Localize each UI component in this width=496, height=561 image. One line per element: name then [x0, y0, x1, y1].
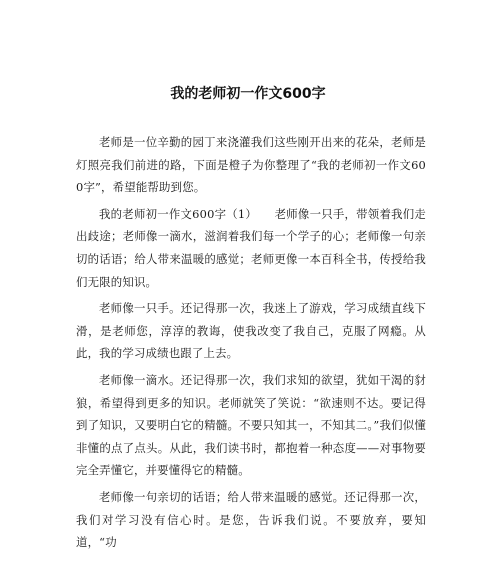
paragraph-teacher-water: 老师像一滴水。还记得那一次，我们求知的欲望，犹如干渴的豺狼，希望得到更多的知识。老师就笑了笑说：“欲速则不达。要记得到了知识，又要明白它的精髓。不要只知其一，不知其二。”我们似懂非懂的点了点头。从此，我们读书时，都抱着一种态度——对事物要完全弄懂它，并要懂得它的精髓。	[76, 372, 426, 478]
paragraph-teacher-words: 老师像一句亲切的话语；给人带来温暖的感觉。还记得那一次，我们对学习没有信心时。是您，告诉我们说。不要放弃，要知道，“功	[76, 489, 426, 550]
paragraph-intro: 老师是一位辛勤的园丁来浇灌我们这些刚开出来的花朵，老师是灯照亮我们前进的路，下面是橙子为你整理了“我的老师初一作文600字”，希望能帮助到您。	[76, 135, 426, 195]
document-title: 我的老师初一作文600字	[170, 86, 326, 102]
paragraph-teacher-hand: 老师像一只手。还记得那一次，我迷上了游戏，学习成绩直线下滑，是老师您，淳淳的教诲，使我改变了我自己，克服了网瘾。从此，我的学习成绩也跟了上去。	[76, 301, 426, 361]
document-body	[76, 131, 426, 558]
paragraph-essay-opening: 我的老师初一作文600字（1） 老师像一只手，带领着我们走出歧途；老师像一滴水，滋润着我们每一个学子的心；老师像一句亲切的话语；给人带来温暖的感觉；老师更像一本百科全书，传授给我们无限的知识。	[76, 206, 426, 289]
